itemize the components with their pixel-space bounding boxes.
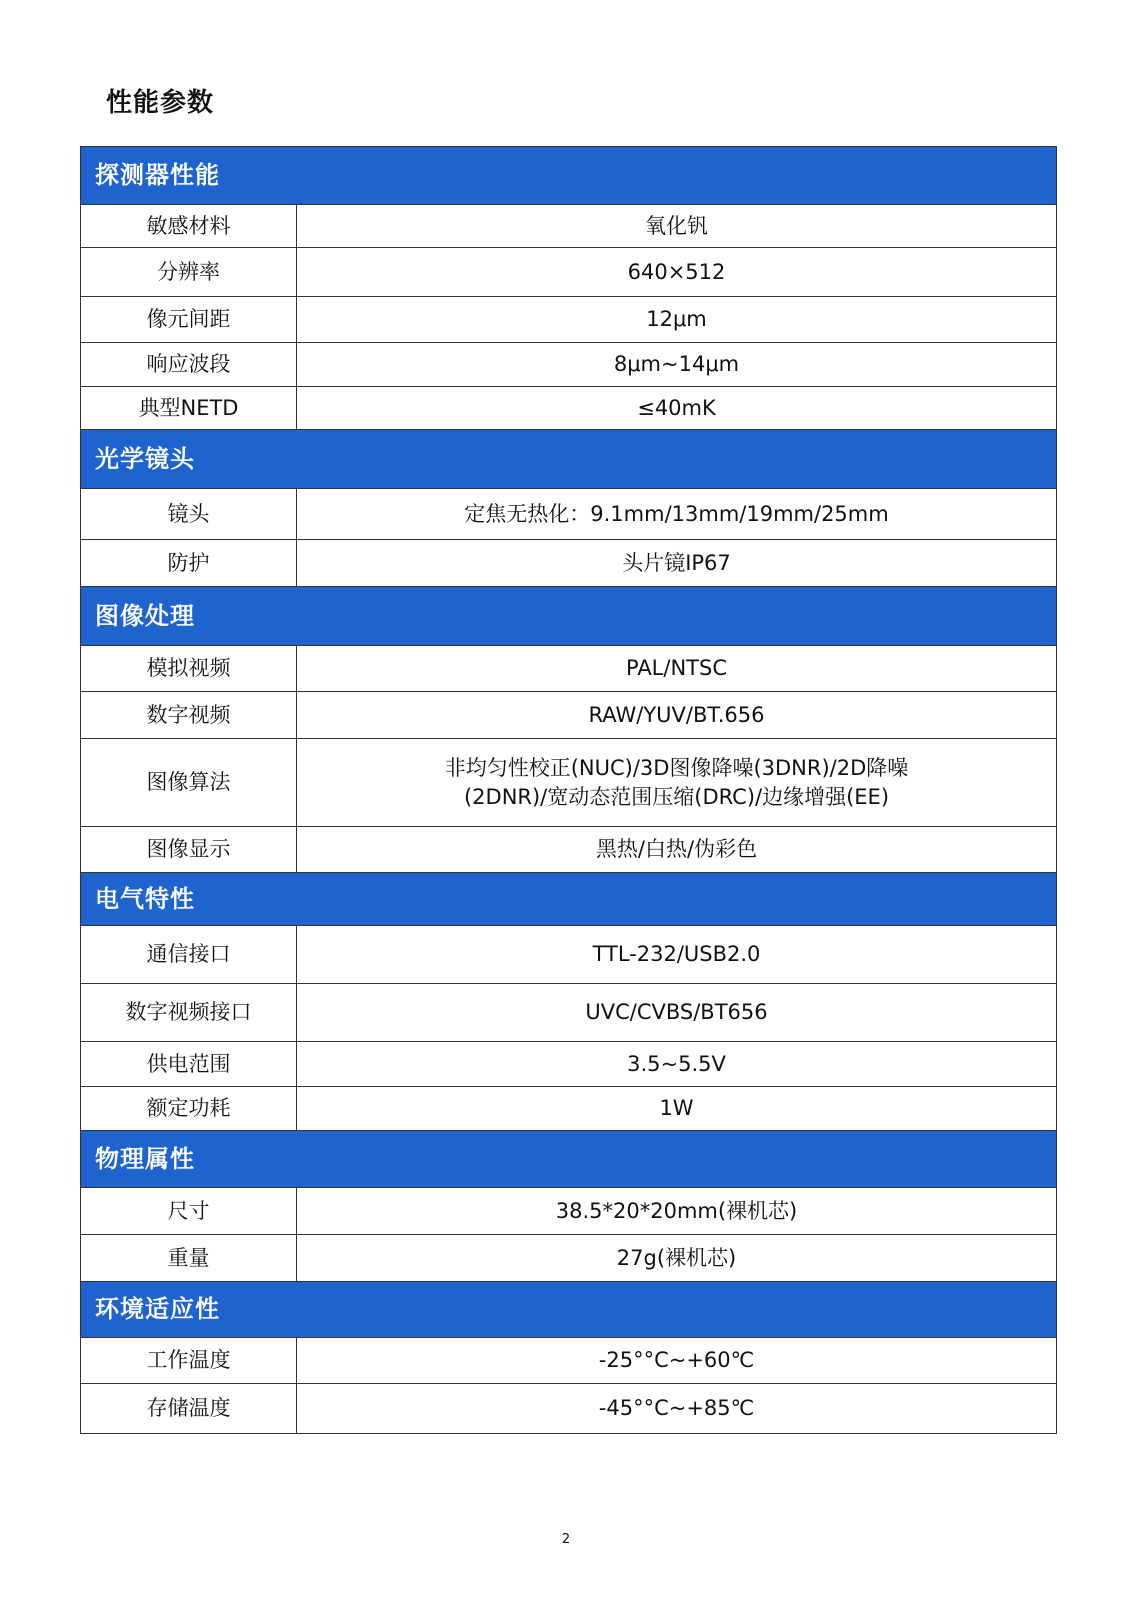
spec-value: 定焦无热化：9.1mm/13mm/19mm/25mm bbox=[297, 489, 1057, 540]
section-header bbox=[81, 873, 1057, 926]
section-title: 物理属性 bbox=[81, 1131, 1057, 1188]
spec-label: 数字视频接口 bbox=[81, 984, 297, 1042]
spec-row bbox=[81, 926, 1057, 984]
spec-label: 额定功耗 bbox=[81, 1087, 297, 1131]
spec-row bbox=[81, 1087, 1057, 1131]
spec-table bbox=[80, 146, 1057, 1434]
section-header bbox=[81, 430, 1057, 489]
spec-label: 存储温度 bbox=[81, 1384, 297, 1434]
section-title: 环境适应性 bbox=[81, 1282, 1057, 1338]
spec-label: 敏感材料 bbox=[81, 205, 297, 248]
section-title: 电气特性 bbox=[81, 873, 1057, 926]
spec-value: 氧化钒 bbox=[297, 205, 1057, 248]
spec-row bbox=[81, 297, 1057, 343]
section-header bbox=[81, 587, 1057, 646]
spec-row bbox=[81, 540, 1057, 587]
section-title: 光学镜头 bbox=[81, 430, 1057, 489]
spec-label: 图像显示 bbox=[81, 827, 297, 873]
section-title: 图像处理 bbox=[81, 587, 1057, 646]
spec-label: 供电范围 bbox=[81, 1042, 297, 1087]
spec-value: 非均匀性校正(NUC)/3D图像降噪(3DNR)/2D降噪(2DNR)/宽动态范围压缩(DRC)/边缘增强(EE) bbox=[297, 739, 1057, 827]
spec-row bbox=[81, 1188, 1057, 1235]
spec-label: 像元间距 bbox=[81, 297, 297, 343]
spec-value: PAL/NTSC bbox=[297, 646, 1057, 692]
spec-row bbox=[81, 984, 1057, 1042]
spec-row bbox=[81, 1338, 1057, 1384]
spec-value: RAW/YUV/BT.656 bbox=[297, 692, 1057, 739]
spec-label: 防护 bbox=[81, 540, 297, 587]
spec-value: 12μm bbox=[297, 297, 1057, 343]
spec-label: 工作温度 bbox=[81, 1338, 297, 1384]
page-number: 2 bbox=[561, 1532, 571, 1547]
section-header bbox=[81, 147, 1057, 205]
spec-row bbox=[81, 387, 1057, 430]
spec-row bbox=[81, 827, 1057, 873]
spec-row bbox=[81, 1235, 1057, 1282]
spec-value: 38.5*20*20mm(裸机芯) bbox=[297, 1188, 1057, 1235]
spec-row bbox=[81, 692, 1057, 739]
spec-label: 重量 bbox=[81, 1235, 297, 1282]
spec-label: 典型NETD bbox=[81, 387, 297, 430]
spec-row bbox=[81, 343, 1057, 387]
spec-value: -45°°C~+85℃ bbox=[297, 1384, 1057, 1434]
spec-label: 响应波段 bbox=[81, 343, 297, 387]
spec-row bbox=[81, 205, 1057, 248]
spec-value: 1W bbox=[297, 1087, 1057, 1131]
spec-label: 通信接口 bbox=[81, 926, 297, 984]
spec-value: 头片镜IP67 bbox=[297, 540, 1057, 587]
section-title: 探测器性能 bbox=[81, 147, 1057, 205]
spec-value: 27g(裸机芯) bbox=[297, 1235, 1057, 1282]
spec-label: 模拟视频 bbox=[81, 646, 297, 692]
spec-value: 黑热/白热/伪彩色 bbox=[297, 827, 1057, 873]
spec-row bbox=[81, 1384, 1057, 1434]
spec-value: 3.5~5.5V bbox=[297, 1042, 1057, 1087]
section-header bbox=[81, 1131, 1057, 1188]
spec-row bbox=[81, 1042, 1057, 1087]
spec-row bbox=[81, 739, 1057, 827]
spec-label: 图像算法 bbox=[81, 739, 297, 827]
spec-value: ≤40mK bbox=[297, 387, 1057, 430]
section-header bbox=[81, 1282, 1057, 1338]
page-title: 性能参数 bbox=[106, 88, 215, 118]
spec-value: -25°°C~+60℃ bbox=[297, 1338, 1057, 1384]
spec-label: 数字视频 bbox=[81, 692, 297, 739]
spec-row bbox=[81, 489, 1057, 540]
spec-value: 8μm~14μm bbox=[297, 343, 1057, 387]
spec-label: 尺寸 bbox=[81, 1188, 297, 1235]
spec-row bbox=[81, 248, 1057, 297]
spec-value: 640×512 bbox=[297, 248, 1057, 297]
spec-row bbox=[81, 646, 1057, 692]
spec-value: UVC/CVBS/BT656 bbox=[297, 984, 1057, 1042]
spec-value: TTL-232/USB2.0 bbox=[297, 926, 1057, 984]
spec-label: 分辨率 bbox=[81, 248, 297, 297]
spec-label: 镜头 bbox=[81, 489, 297, 540]
